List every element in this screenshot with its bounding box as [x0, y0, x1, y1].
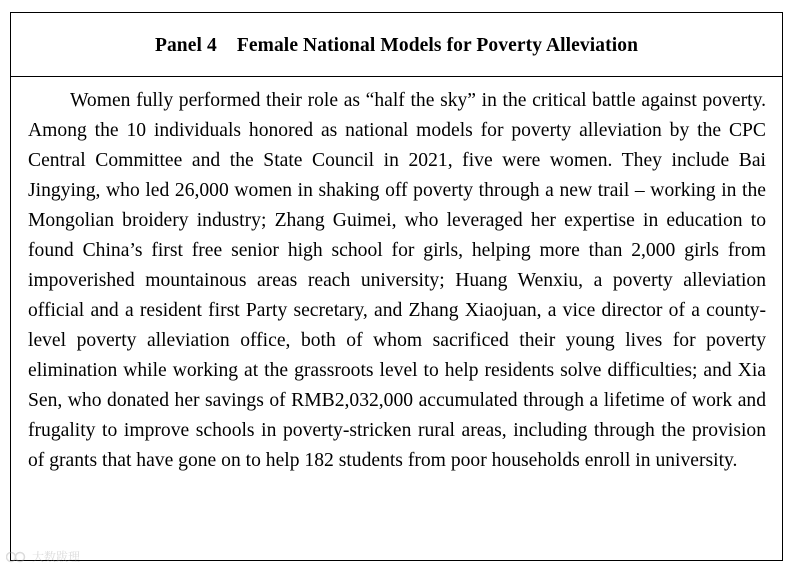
- panel-paragraph: Women fully performed their role as “half the sky” in the critical battle against poverty. Among the 10 individuals honored as national models for poverty alleviation by the CPC Central Committee and the State Council in 2021, five were women. They include Bai Jingying, who led 26,000 women in shaking off poverty through a new trail – working in the Mongolian broidery industry; Zhang Guimei, who leveraged her expertise in education to found China’s first free senior high school for girls, helping more than 2,000 girls from impoverished mountainous areas reach university; Huang Wenxiu, a poverty alleviation official and a resident first Party secretary, and Zhang Xiaojuan, a vice director of a county-level poverty alleviation office, both of whom sacrificed their young lives for poverty elimination while working at the grassroots level to help residents solve difficulties; and Xia Sen, who donated her savings of RMB2,032,000 accumulated through a lifetime of work and frugality to improve schools in poverty-stricken rural areas, including through the provision of grants that have gone on to help 182 students from poor households enroll in university.: [28, 90, 766, 471]
- watermark-text: 大数跋理: [32, 550, 81, 564]
- panel-body: [11, 77, 782, 476]
- watermark: [6, 548, 80, 565]
- panel-title-text: Female National Models for Poverty Alleviation: [236, 34, 639, 56]
- panel-box: [10, 12, 783, 561]
- panel-number: Panel 4: [154, 34, 217, 56]
- watermark-logo-icon: [6, 550, 28, 564]
- panel-header: [11, 13, 782, 77]
- panel-title: [155, 35, 638, 57]
